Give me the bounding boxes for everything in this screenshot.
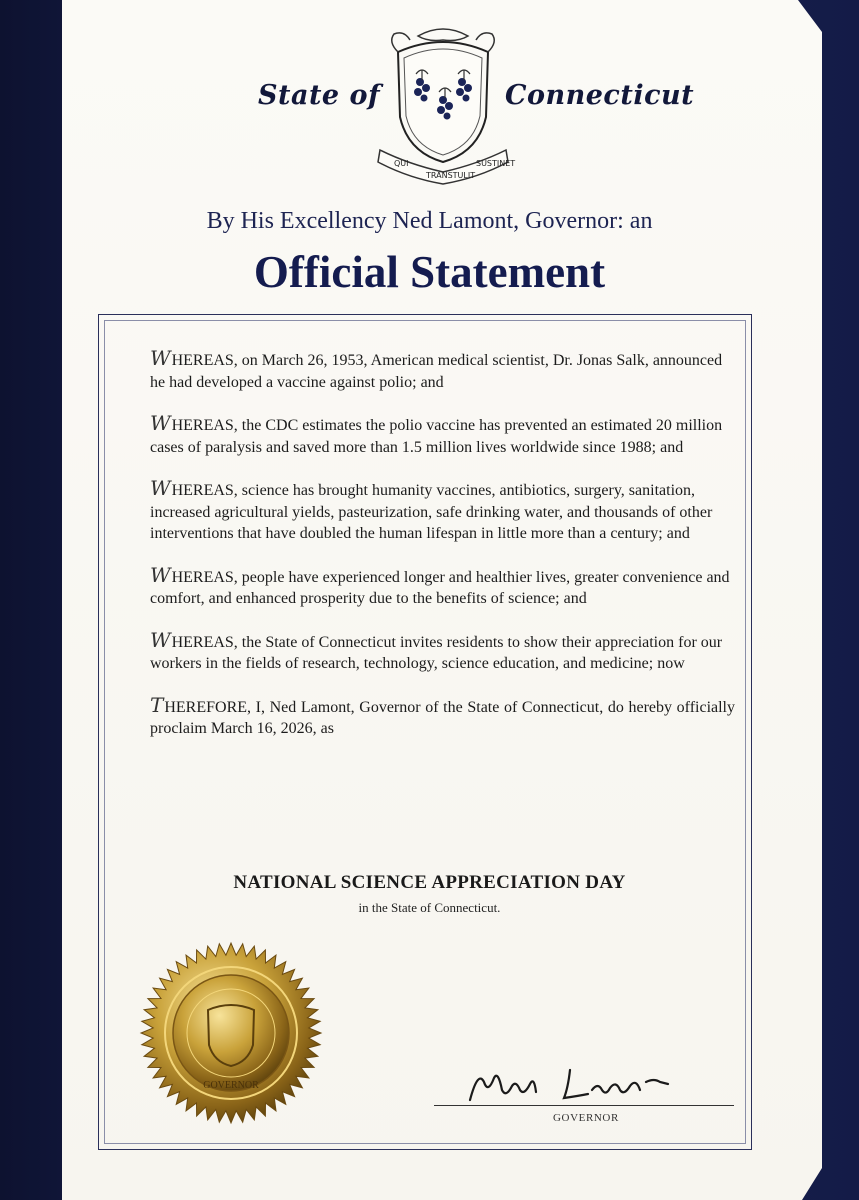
drop-cap: W [150, 562, 171, 587]
whereas-paragraph-3 [150, 478, 735, 545]
paragraph-text: HEREAS, on March 26, 1953, American medical scientist, Dr. Jonas Salk, announced he had developed a vaccine against polio; and [150, 352, 723, 391]
drop-cap: W [150, 411, 171, 435]
motto-word-2: TRANSTULIT [426, 171, 476, 180]
proclamation-body [150, 348, 735, 760]
paragraph-text: HEREFORE, I, Ned Lamont, Governor of the State of Connecticut, do hereby officially proclaim March 16, 2026, as [150, 698, 735, 737]
page-title: Official Statement [253, 247, 606, 297]
motto-word-3: SUSTINET [476, 159, 516, 168]
drop-cap: W [150, 476, 171, 500]
state-of-label: State of [258, 80, 381, 111]
connecticut-label: Connecticut [505, 80, 695, 111]
paragraph-text: HEREAS, the CDC estimates the polio vaccine has prevented an estimated 20 million cases of paralysis and saved more than 1.5 million lives worldwide since 1988; and [150, 417, 723, 456]
proclaimed-day-title: NATIONAL SCIENCE APPRECIATION DAY [233, 872, 626, 893]
drop-cap: W [150, 627, 171, 652]
proclaimed-day-location: in the State of Connecticut. [358, 900, 501, 915]
governor-signature [460, 1060, 700, 1110]
signature-line [434, 1105, 734, 1106]
whereas-paragraph-4 [150, 562, 735, 610]
governor-title-label: GOVERNOR [553, 1112, 619, 1124]
paragraph-text: HEREAS, science has brought humanity vaccines, antibiotics, surgery, sanitation, increased agricultural yields, pasteurization, safe drinking water, and thousands of other interventions that have doubled the human lifespan in little more than a century; and [150, 482, 713, 542]
paragraph-text: HEREAS, the State of Connecticut invites residents to show their appreciation for our workers in the fields of research, technology, science education, and medicine; now [150, 633, 723, 672]
seal-label: GOVERNOR [203, 1080, 259, 1091]
drop-cap: W [150, 346, 171, 370]
gold-seal-icon [138, 940, 324, 1126]
motto-word-1: QUI [394, 159, 409, 168]
whereas-paragraph-5 [150, 627, 735, 675]
whereas-paragraph-1 [150, 348, 735, 393]
connecticut-crest-icon [358, 22, 528, 192]
paragraph-text: HEREAS, people have experienced longer and healthier lives, greater convenience and comfort, and enhanced prosperity due to the benefits of science; and [150, 568, 730, 607]
drop-cap: T [150, 692, 164, 717]
whereas-paragraph-2 [150, 413, 735, 458]
governor-byline: By His Excellency Ned Lamont, Governor: an [206, 208, 653, 234]
therefore-paragraph [150, 692, 735, 740]
